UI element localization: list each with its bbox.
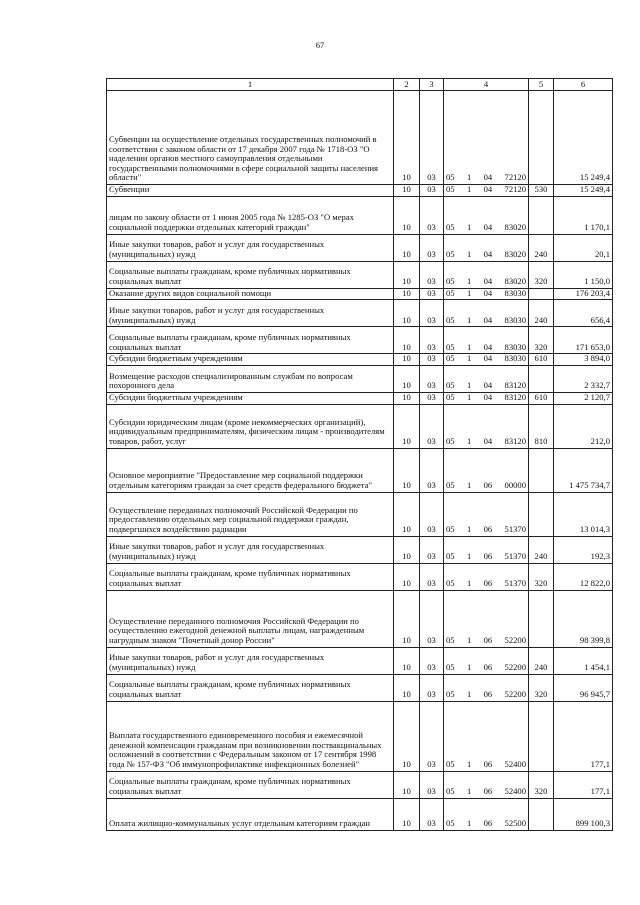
row-subsection: 03 [420, 91, 444, 185]
row-name: Субсидии бюджетным учреждениям [107, 354, 394, 366]
row-name: Осуществление переданных полномочий Российской Федерации по предоставлению отдельных мер социальной поддержки граждан, подвергшихся воздействию радиации [107, 492, 394, 536]
table-row [107, 647, 613, 674]
row-target-article [444, 448, 529, 492]
table-row [107, 798, 613, 830]
target-article-part: 52200 [504, 634, 526, 645]
target-article-part: 83120 [504, 392, 526, 402]
row-amount: 98 399,8 [554, 590, 613, 647]
table-row [107, 448, 613, 492]
target-article-part: 1 [466, 172, 472, 183]
target-article-part: 04 [483, 392, 493, 402]
target-article-part: 72120 [504, 184, 526, 194]
row-name: Выплата государственного единовременного пособия и ежемесячной денежной компенсации гражданам при возникновении поствакцинальных осложнений в соответствии с Федеральным законом от 17 сентября 1998 года № 157-ФЗ "Об иммунопрофилактике инфекционных болезней" [107, 701, 394, 771]
target-article-part: 05 [446, 288, 455, 298]
target-article-part: 06 [483, 817, 493, 828]
row-subsection: 03 [420, 536, 444, 563]
table-row [107, 91, 613, 185]
row-target-article [444, 536, 529, 563]
target-article-part: 1 [466, 758, 472, 769]
row-name: Иные закупки товаров, работ и услуг для государственных (муниципальных) нужд [107, 536, 394, 563]
row-section: 10 [394, 234, 420, 261]
target-article-part: 05 [446, 758, 455, 769]
row-amount: 1 170,1 [554, 196, 613, 234]
target-article-part: 05 [446, 184, 455, 194]
row-target-article [444, 185, 529, 197]
row-amount: 212,0 [554, 404, 613, 448]
row-name: Основное мероприятие "Предоставление мер социальной поддержки отдельным категориям граждан за счет средств федерального бюджета" [107, 448, 394, 492]
row-subsection: 03 [420, 354, 444, 366]
row-expense-type [529, 492, 554, 536]
target-article-part: 06 [483, 661, 493, 672]
row-amount: 1 454,1 [554, 647, 613, 674]
row-subsection: 03 [420, 798, 444, 830]
table-row [107, 300, 613, 327]
target-article-part: 1 [466, 435, 472, 446]
table-row [107, 234, 613, 261]
row-subsection: 03 [420, 288, 444, 300]
row-target-article [444, 674, 529, 701]
target-article-part: 04 [483, 353, 493, 364]
target-article-part: 1 [466, 380, 472, 391]
row-target-article [444, 365, 529, 392]
row-expense-type: 240 [529, 300, 554, 327]
target-article-part: 1 [466, 353, 472, 364]
target-article-part: 05 [446, 276, 455, 286]
row-section: 10 [394, 798, 420, 830]
table-row [107, 701, 613, 771]
target-article-part: 83020 [504, 222, 526, 232]
target-article-part: 05 [446, 688, 455, 699]
target-article-part: 83030 [504, 314, 526, 325]
table-row [107, 365, 613, 392]
target-article-part: 52400 [504, 785, 526, 796]
target-article-part: 83020 [504, 249, 526, 259]
row-subsection: 03 [420, 492, 444, 536]
row-name: Оплата жилищно-коммунальных услуг отдельным категориям граждан [107, 798, 394, 830]
row-name: Субсидии юридическим лицам (кроме некоммерческих организаций), индивидуальным предпринимателям, физическим лицам - производителям товаров, работ, услуг [107, 404, 394, 448]
target-article-part: 04 [483, 288, 493, 298]
row-subsection: 03 [420, 448, 444, 492]
row-section: 10 [394, 492, 420, 536]
row-target-article [444, 647, 529, 674]
row-target-article [444, 196, 529, 234]
row-expense-type: 810 [529, 404, 554, 448]
header-col-5: 5 [529, 79, 554, 91]
target-article-part: 04 [483, 380, 493, 391]
row-amount: 12 822,0 [554, 563, 613, 590]
row-amount: 15 249,4 [554, 185, 613, 197]
target-article-part: 00000 [504, 479, 526, 490]
row-expense-type: 320 [529, 327, 554, 354]
table-row [107, 563, 613, 590]
row-subsection: 03 [420, 327, 444, 354]
row-section: 10 [394, 327, 420, 354]
target-article-part: 1 [466, 550, 472, 561]
row-expense-type: 320 [529, 563, 554, 590]
row-expense-type [529, 798, 554, 830]
header-col-3: 3 [420, 79, 444, 91]
target-article-part: 83030 [504, 353, 526, 364]
row-name: Социальные выплаты гражданам, кроме публичных нормативных социальных выплат [107, 327, 394, 354]
row-expense-type: 320 [529, 674, 554, 701]
target-article-part: 04 [483, 172, 493, 183]
row-expense-type [529, 590, 554, 647]
row-amount: 1 150,0 [554, 261, 613, 288]
row-name: Осуществление переданного полномочия Российской Федерации по осуществлению ежегодной денежной выплаты лицам, награжденным нагрудным знаком "Почетный донор России" [107, 590, 394, 647]
row-section: 10 [394, 701, 420, 771]
target-article-part: 05 [446, 341, 455, 352]
target-article-part: 05 [446, 634, 455, 645]
row-section: 10 [394, 674, 420, 701]
row-amount: 899 100,3 [554, 798, 613, 830]
table-row [107, 536, 613, 563]
row-expense-type [529, 701, 554, 771]
target-article-part: 05 [446, 249, 455, 259]
target-article-part: 1 [466, 288, 472, 298]
table-row [107, 674, 613, 701]
row-expense-type: 320 [529, 261, 554, 288]
target-article-part: 1 [466, 785, 472, 796]
target-article-part: 05 [446, 222, 455, 232]
row-section: 10 [394, 300, 420, 327]
target-article-part: 05 [446, 353, 455, 364]
row-amount: 177,1 [554, 701, 613, 771]
budget-table [106, 78, 613, 831]
row-subsection: 03 [420, 674, 444, 701]
target-article-part: 05 [446, 817, 455, 828]
target-article-part: 05 [446, 172, 455, 183]
target-article-part: 72120 [504, 172, 526, 183]
row-expense-type [529, 196, 554, 234]
row-amount: 13 014,3 [554, 492, 613, 536]
table-header-row [107, 79, 613, 91]
row-section: 10 [394, 404, 420, 448]
target-article-part: 1 [466, 634, 472, 645]
row-expense-type [529, 288, 554, 300]
target-article-part: 1 [466, 276, 472, 286]
target-article-part: 05 [446, 479, 455, 490]
target-article-part: 83030 [504, 341, 526, 352]
row-subsection: 03 [420, 392, 444, 404]
table-row [107, 392, 613, 404]
row-amount: 2 332,7 [554, 365, 613, 392]
target-article-part: 1 [466, 392, 472, 402]
table-row [107, 327, 613, 354]
row-amount: 1 475 734,7 [554, 448, 613, 492]
row-section: 10 [394, 647, 420, 674]
row-target-article [444, 404, 529, 448]
row-name: Социальные выплаты гражданам, кроме публичных нормативных социальных выплат [107, 563, 394, 590]
row-section: 10 [394, 563, 420, 590]
row-amount: 192,3 [554, 536, 613, 563]
row-amount: 176 203,4 [554, 288, 613, 300]
header-col-1: 1 [107, 79, 394, 91]
row-expense-type: 240 [529, 234, 554, 261]
table-row [107, 590, 613, 647]
target-article-part: 04 [483, 435, 493, 446]
row-name: лицам по закону области от 1 июня 2005 года № 1285-ОЗ "О мерах социальной поддержки отдельных категорий граждан" [107, 196, 394, 234]
row-expense-type [529, 91, 554, 185]
table-row [107, 404, 613, 448]
target-article-part: 05 [446, 785, 455, 796]
target-article-part: 1 [466, 222, 472, 232]
target-article-part: 06 [483, 577, 493, 588]
row-section: 10 [394, 536, 420, 563]
row-target-article [444, 492, 529, 536]
row-target-article [444, 771, 529, 798]
target-article-part: 05 [446, 314, 455, 325]
row-section: 10 [394, 448, 420, 492]
target-article-part: 1 [466, 341, 472, 352]
target-article-part: 04 [483, 341, 493, 352]
row-expense-type: 240 [529, 647, 554, 674]
table-row [107, 196, 613, 234]
row-subsection: 03 [420, 590, 444, 647]
header-col-6: 6 [554, 79, 613, 91]
target-article-part: 06 [483, 479, 493, 490]
target-article-part: 1 [466, 688, 472, 699]
row-subsection: 03 [420, 185, 444, 197]
row-target-article [444, 300, 529, 327]
target-article-part: 06 [483, 523, 493, 534]
row-subsection: 03 [420, 647, 444, 674]
row-section: 10 [394, 392, 420, 404]
target-article-part: 1 [466, 661, 472, 672]
row-subsection: 03 [420, 300, 444, 327]
target-article-part: 06 [483, 785, 493, 796]
row-target-article [444, 234, 529, 261]
row-amount: 656,4 [554, 300, 613, 327]
row-expense-type: 610 [529, 354, 554, 366]
target-article-part: 52400 [504, 758, 526, 769]
target-article-part: 05 [446, 392, 455, 402]
header-col-2: 2 [394, 79, 420, 91]
row-amount: 96 945,7 [554, 674, 613, 701]
row-subsection: 03 [420, 196, 444, 234]
row-target-article [444, 288, 529, 300]
table-row [107, 288, 613, 300]
row-name: Иные закупки товаров, работ и услуг для государственных (муниципальных) нужд [107, 647, 394, 674]
row-target-article [444, 590, 529, 647]
row-expense-type: 530 [529, 185, 554, 197]
row-name: Социальные выплаты гражданам, кроме публичных нормативных социальных выплат [107, 261, 394, 288]
header-col-4: 4 [444, 79, 529, 91]
row-expense-type: 320 [529, 771, 554, 798]
target-article-part: 04 [483, 222, 493, 232]
row-target-article [444, 798, 529, 830]
row-expense-type [529, 448, 554, 492]
target-article-part: 52200 [504, 661, 526, 672]
row-amount: 171 653,0 [554, 327, 613, 354]
target-article-part: 52200 [504, 688, 526, 699]
target-article-part: 04 [483, 184, 493, 194]
table-row [107, 354, 613, 366]
table-row [107, 261, 613, 288]
row-section: 10 [394, 196, 420, 234]
target-article-part: 52500 [504, 817, 526, 828]
row-subsection: 03 [420, 701, 444, 771]
row-section: 10 [394, 288, 420, 300]
target-article-part: 83120 [504, 435, 526, 446]
target-article-part: 83030 [504, 288, 526, 298]
row-subsection: 03 [420, 261, 444, 288]
target-article-part: 1 [466, 479, 472, 490]
target-article-part: 1 [466, 314, 472, 325]
row-name: Субвенции на осуществление отдельных государственных полномочий в соответствии с законом области от 17 декабря 2007 года № 1718-ОЗ "О наделении органов местного самоуправления отдельными государственными полномочиями в сфере социальной защиты населения области" [107, 91, 394, 185]
row-section: 10 [394, 185, 420, 197]
row-amount: 177,1 [554, 771, 613, 798]
row-name: Иные закупки товаров, работ и услуг для государственных (муниципальных) нужд [107, 300, 394, 327]
target-article-part: 05 [446, 661, 455, 672]
row-name: Субсидии бюджетным учреждениям [107, 392, 394, 404]
table-row [107, 492, 613, 536]
target-article-part: 04 [483, 276, 493, 286]
target-article-part: 06 [483, 634, 493, 645]
row-subsection: 03 [420, 404, 444, 448]
target-article-part: 06 [483, 550, 493, 561]
target-article-part: 05 [446, 577, 455, 588]
target-article-part: 05 [446, 380, 455, 391]
row-expense-type [529, 365, 554, 392]
row-amount: 2 120,7 [554, 392, 613, 404]
target-article-part: 05 [446, 435, 455, 446]
target-article-part: 06 [483, 758, 493, 769]
row-name: Субвенции [107, 185, 394, 197]
row-amount: 3 894,0 [554, 354, 613, 366]
target-article-part: 1 [466, 523, 472, 534]
row-target-article [444, 261, 529, 288]
row-name: Социальные выплаты гражданам, кроме публичных нормативных социальных выплат [107, 674, 394, 701]
row-target-article [444, 701, 529, 771]
row-subsection: 03 [420, 771, 444, 798]
row-section: 10 [394, 771, 420, 798]
target-article-part: 83020 [504, 276, 526, 286]
row-name: Оказание других видов социальной помощи [107, 288, 394, 300]
row-section: 10 [394, 365, 420, 392]
page-number: 67 [315, 40, 325, 50]
target-article-part: 1 [466, 249, 472, 259]
target-article-part: 51370 [504, 577, 526, 588]
target-article-part: 04 [483, 314, 493, 325]
row-target-article [444, 91, 529, 185]
row-target-article [444, 563, 529, 590]
row-target-article [444, 354, 529, 366]
row-expense-type: 240 [529, 536, 554, 563]
row-name: Возмещение расходов специализированным службам по вопросам похоронного дела [107, 365, 394, 392]
target-article-part: 05 [446, 523, 455, 534]
row-subsection: 03 [420, 234, 444, 261]
target-article-part: 1 [466, 817, 472, 828]
row-target-article [444, 392, 529, 404]
target-article-part: 05 [446, 550, 455, 561]
row-subsection: 03 [420, 563, 444, 590]
target-article-part: 04 [483, 249, 493, 259]
target-article-part: 1 [466, 184, 472, 194]
target-article-part: 51370 [504, 523, 526, 534]
row-section: 10 [394, 261, 420, 288]
row-section: 10 [394, 590, 420, 647]
target-article-part: 83120 [504, 380, 526, 391]
row-amount: 20,1 [554, 234, 613, 261]
row-subsection: 03 [420, 365, 444, 392]
target-article-part: 51370 [504, 550, 526, 561]
row-amount: 15 249,4 [554, 91, 613, 185]
table-row [107, 771, 613, 798]
row-expense-type: 610 [529, 392, 554, 404]
row-name: Социальные выплаты гражданам, кроме публичных нормативных социальных выплат [107, 771, 394, 798]
target-article-part: 1 [466, 577, 472, 588]
row-section: 10 [394, 354, 420, 366]
row-section: 10 [394, 91, 420, 185]
row-target-article [444, 327, 529, 354]
target-article-part: 06 [483, 688, 493, 699]
row-name: Иные закупки товаров, работ и услуг для государственных (муниципальных) нужд [107, 234, 394, 261]
table-row [107, 185, 613, 197]
